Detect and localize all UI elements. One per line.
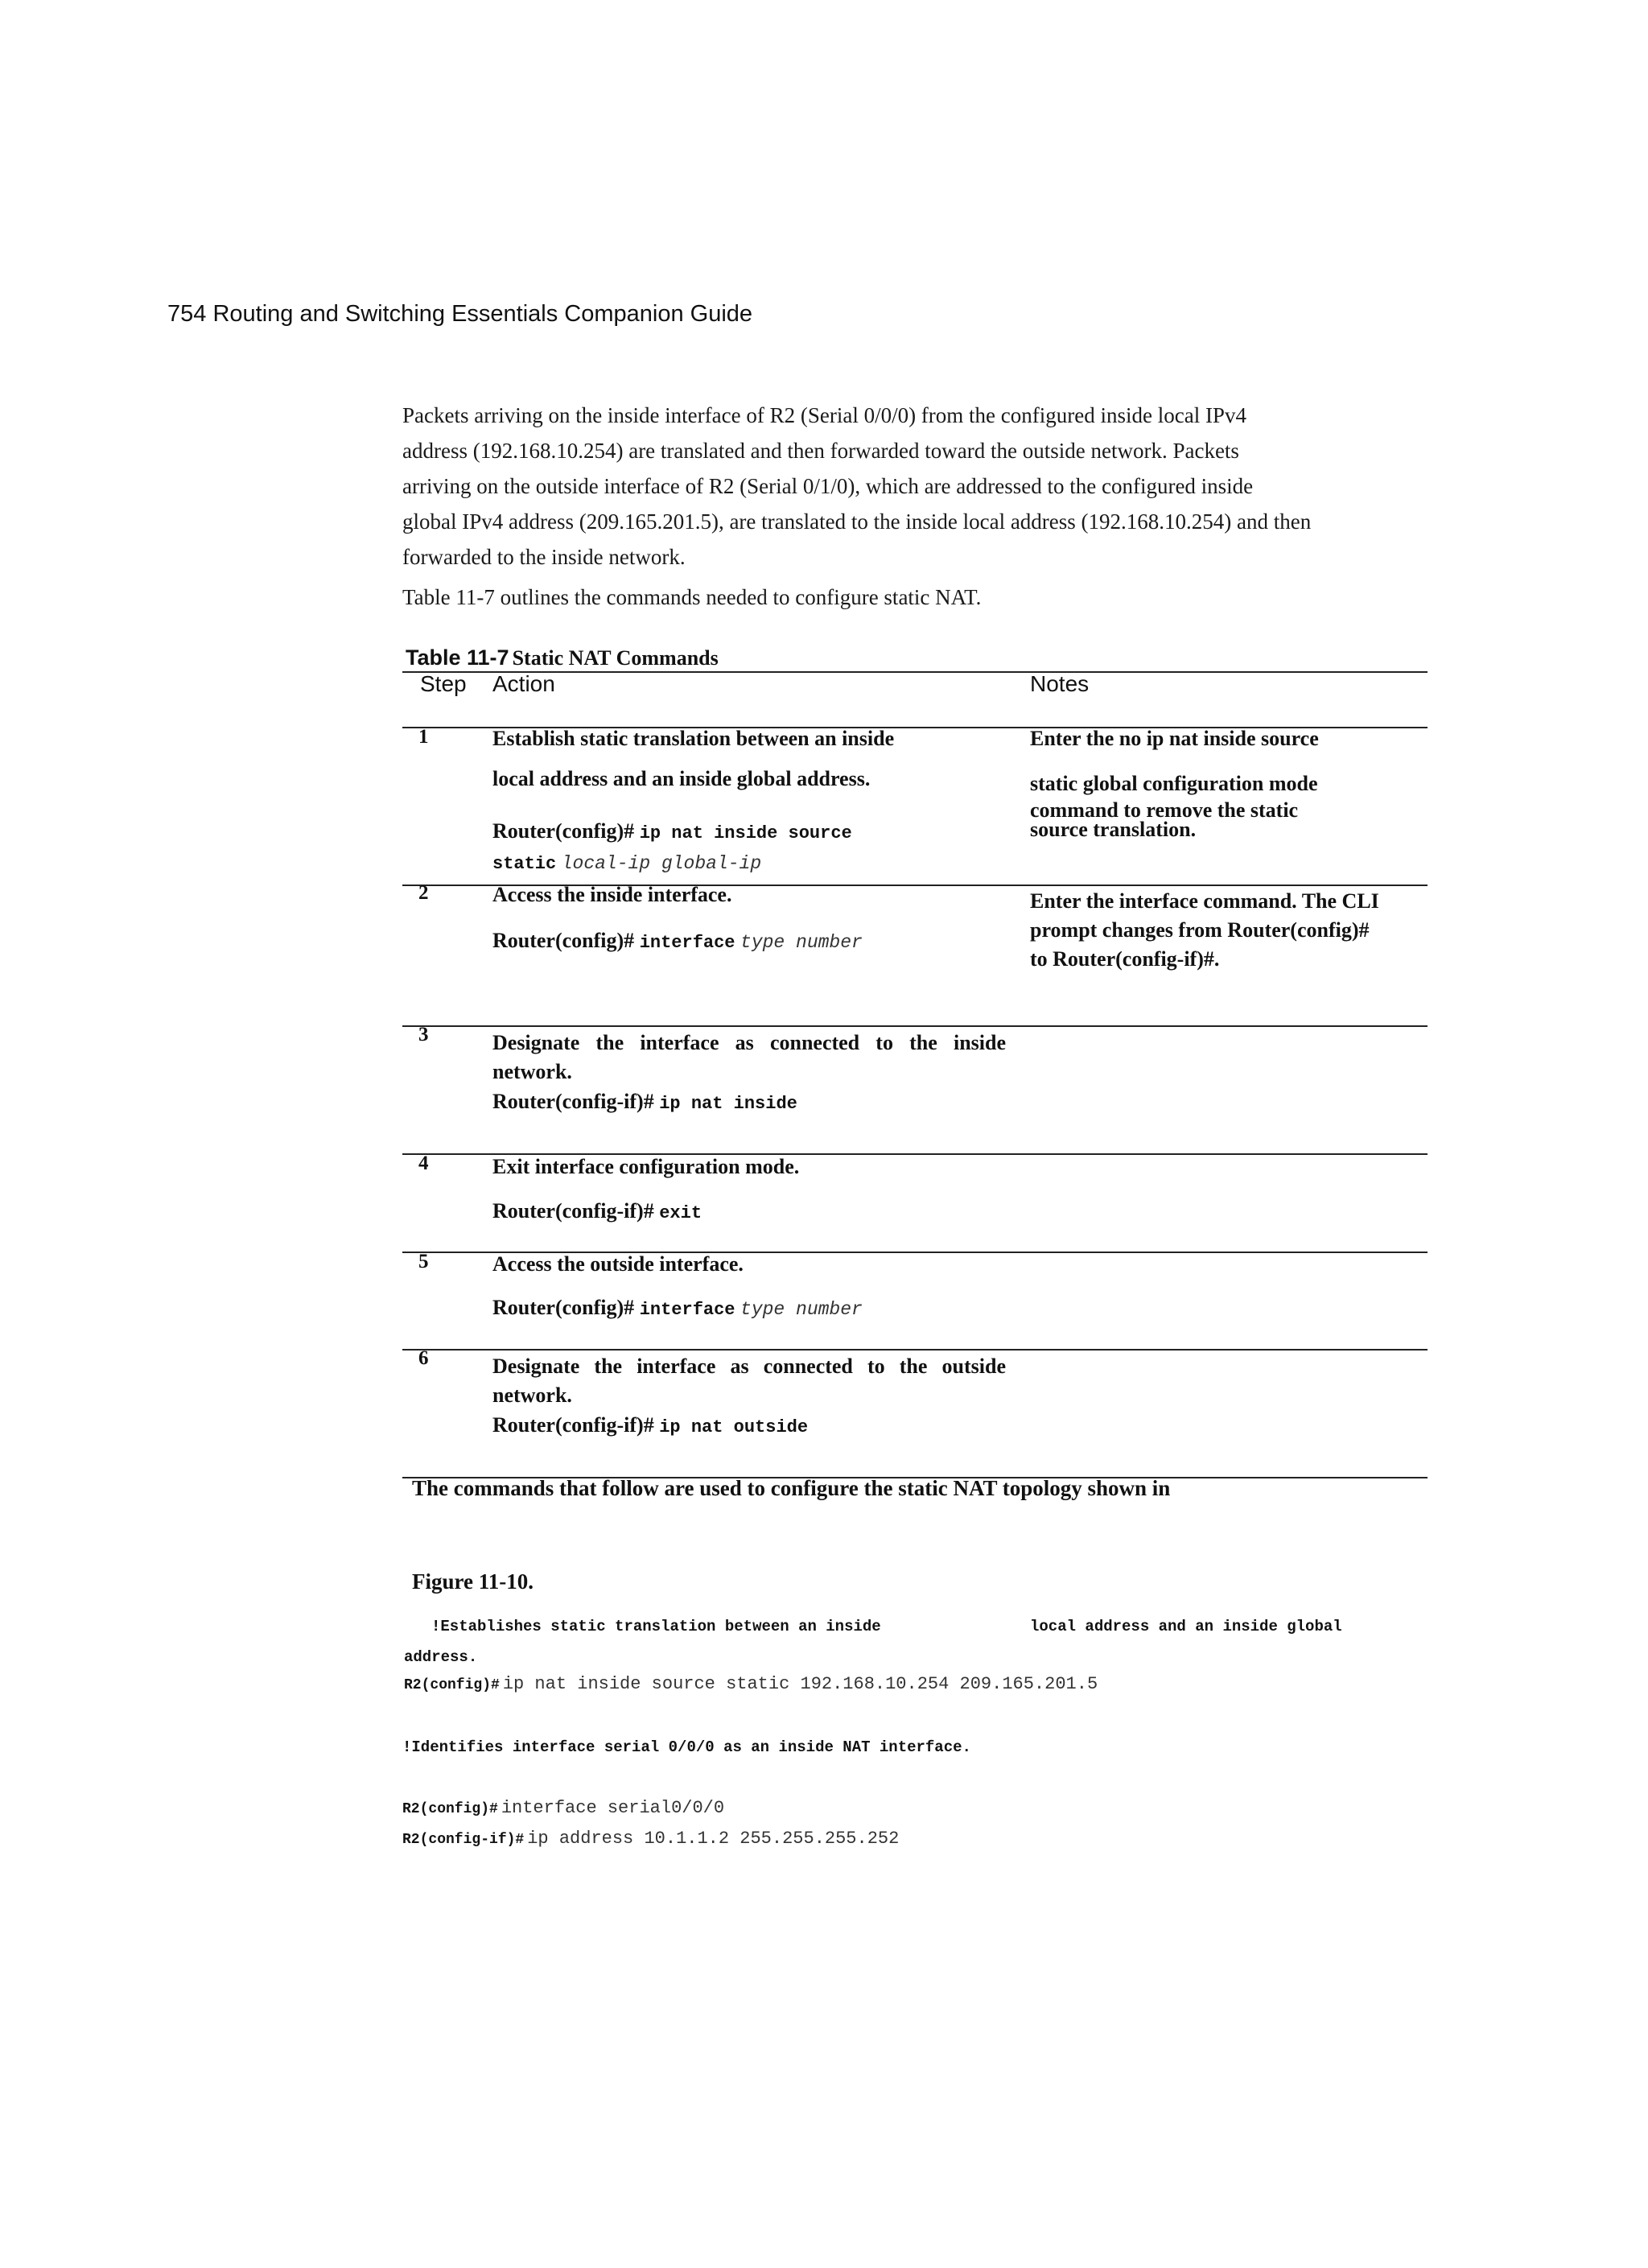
row-notes-line: source translation. bbox=[1030, 818, 1197, 841]
row-action-line: Designate the interface as connected to the outside bbox=[492, 1355, 1006, 1378]
code-line bbox=[404, 1674, 1098, 1694]
table-top-rule bbox=[402, 671, 1428, 673]
row-command bbox=[492, 1296, 863, 1320]
row-action-line: network. bbox=[492, 1060, 572, 1083]
command-prompt: Router(config-if)# bbox=[492, 1413, 654, 1437]
row-action-line: Exit interface configuration mode. bbox=[492, 1155, 800, 1178]
command-prompt: Router(config)# bbox=[492, 819, 635, 843]
row-command bbox=[492, 929, 863, 953]
code-line bbox=[402, 1798, 724, 1818]
intro-line: Packets arriving on the inside interface of R2 (Serial 0/0/0) from the configured inside local IPv4 bbox=[402, 403, 1246, 427]
code-comment: !Identifies interface serial 0/0/0 as an inside NAT interface. bbox=[402, 1738, 971, 1756]
code-comment: !Establishes static translation between an inside bbox=[431, 1618, 881, 1635]
code-command: ip address 10.1.1.2 255.255.255.252 bbox=[527, 1829, 900, 1849]
intro-line: global IPv4 address (209.165.201.5), are translated to the inside local address (192.168.10.254) and then bbox=[402, 509, 1312, 534]
table-caption-number: Table 11-7 bbox=[406, 645, 509, 670]
row-step: 6 bbox=[418, 1347, 429, 1369]
command-keyword: interface bbox=[639, 1300, 735, 1320]
intro-line: address (192.168.10.254) are translated and then forwarded toward the outside network. Packets bbox=[402, 439, 1239, 463]
table-caption bbox=[406, 645, 719, 670]
code-prompt: R2(config-if)# bbox=[402, 1832, 525, 1848]
command-arguments: type number bbox=[740, 932, 863, 953]
intro-paragraph-2: Table 11-7 outlines the commands needed to configure static NAT. bbox=[402, 585, 982, 609]
header-action: Action bbox=[492, 671, 555, 696]
row-step: 5 bbox=[418, 1251, 429, 1272]
after-table-text: The commands that follow are used to configure the static NAT topology shown in bbox=[412, 1476, 1171, 1500]
row-action-line: network. bbox=[492, 1383, 572, 1407]
row-command bbox=[492, 1090, 797, 1114]
command-keyword: ip nat outside bbox=[659, 1417, 809, 1437]
row-notes-line: Enter the interface command. The CLI bbox=[1030, 889, 1379, 913]
command-arguments: type number bbox=[740, 1299, 863, 1320]
row-notes-line: command to remove the static bbox=[1030, 798, 1299, 822]
row-action-line: local address and an inside global address. bbox=[492, 767, 871, 790]
row-notes-line: static global configuration mode bbox=[1030, 772, 1318, 795]
header-step: Step bbox=[420, 671, 467, 696]
table-caption-title: Static NAT Commands bbox=[512, 646, 719, 670]
running-head: 754 Routing and Switching Essentials Companion Guide bbox=[167, 301, 753, 327]
header-notes: Notes bbox=[1030, 671, 1090, 696]
row-step: 4 bbox=[418, 1153, 429, 1174]
row-rule bbox=[402, 1349, 1428, 1350]
row-step: 1 bbox=[418, 726, 429, 748]
row-action-line: Establish static translation between an inside bbox=[492, 727, 895, 750]
command-prompt: Router(config)# bbox=[492, 929, 635, 952]
intro-paragraph bbox=[402, 398, 1400, 575]
command-prompt: Router(config-if)# bbox=[492, 1199, 654, 1223]
command-keyword: exit bbox=[659, 1203, 702, 1223]
code-command: interface serial0/0/0 bbox=[501, 1798, 725, 1818]
code-line bbox=[402, 1829, 899, 1849]
row-step: 2 bbox=[418, 882, 429, 904]
code-comment: address. bbox=[404, 1648, 478, 1666]
row-step: 3 bbox=[418, 1024, 429, 1045]
row-command bbox=[492, 819, 852, 843]
row-action-line: Designate the interface as connected to the inside bbox=[492, 1031, 1006, 1054]
row-notes-line: Enter the no ip nat inside source bbox=[1030, 727, 1319, 750]
figure-reference: Figure 11-10. bbox=[412, 1569, 534, 1594]
code-command: ip nat inside source static 192.168.10.254 209.165.201.5 bbox=[502, 1674, 1098, 1694]
command-keyword: static bbox=[492, 854, 557, 874]
code-prompt: R2(config)# bbox=[404, 1677, 500, 1693]
intro-line: arriving on the outside interface of R2 (Serial 0/1/0), which are addressed to the configured inside bbox=[402, 474, 1254, 498]
command-prompt: Router(config-if)# bbox=[492, 1090, 654, 1113]
row-rule bbox=[402, 1025, 1428, 1027]
command-keyword: ip nat inside bbox=[659, 1094, 797, 1114]
row-action-line: Access the outside interface. bbox=[492, 1252, 744, 1276]
command-keyword: interface bbox=[639, 933, 735, 953]
row-action-line: Access the inside interface. bbox=[492, 883, 732, 906]
code-comment: local address and an inside global bbox=[1030, 1618, 1342, 1635]
code-prompt: R2(config)# bbox=[402, 1801, 498, 1817]
row-command-continued bbox=[492, 850, 761, 874]
intro-line: forwarded to the inside network. bbox=[402, 545, 686, 569]
command-keyword: ip nat inside source bbox=[639, 823, 852, 843]
row-notes-line: to Router(config-if)#. bbox=[1030, 947, 1220, 971]
row-command bbox=[492, 1199, 702, 1223]
row-command bbox=[492, 1413, 808, 1437]
command-arguments: local-ip global-ip bbox=[561, 853, 762, 874]
command-prompt: Router(config)# bbox=[492, 1296, 635, 1319]
row-notes-line: prompt changes from Router(config)# bbox=[1030, 918, 1370, 942]
